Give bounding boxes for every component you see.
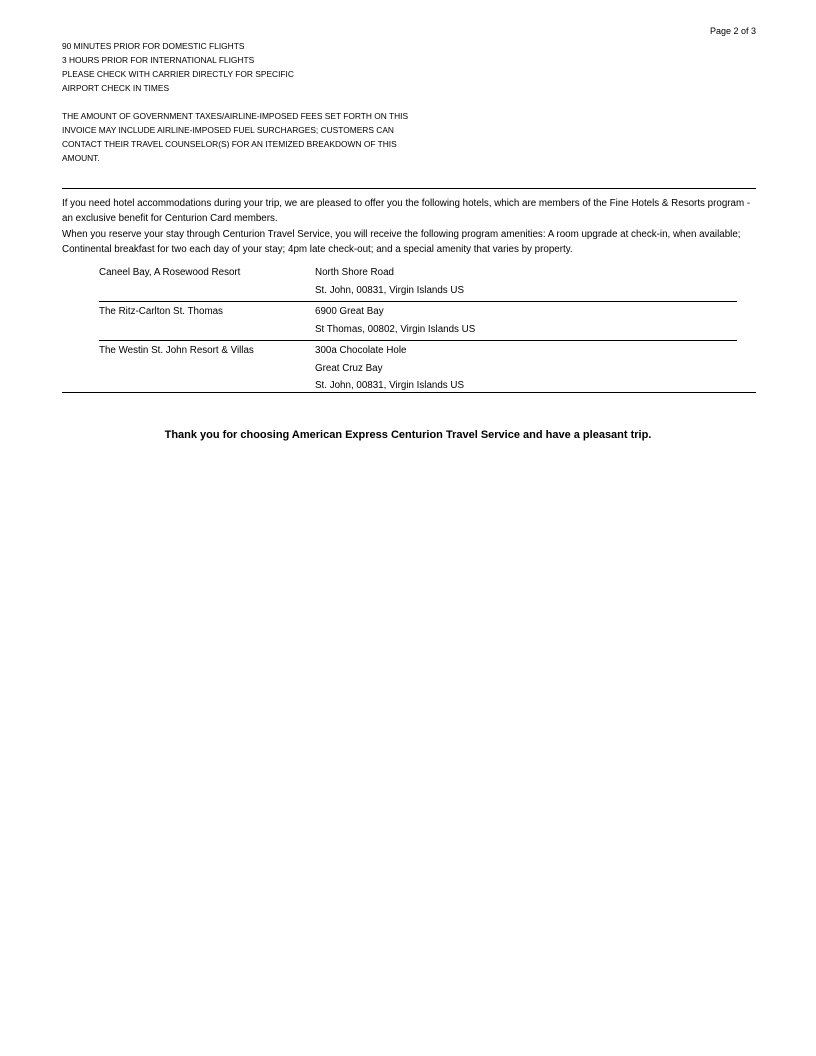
hotel-intro-paragraph: If you need hotel accommodations during your trip, we are pleased to offer you the following hotels, which are members of the Fine Hotels & Resorts program - an exclusive benefit for Centurion Card members. xyxy=(62,198,751,225)
notice-line: 3 HOURS PRIOR FOR INTERNATIONAL FLIGHTS xyxy=(62,55,255,65)
notice-line: AMOUNT. xyxy=(62,153,100,163)
section-divider-bottom xyxy=(62,392,756,393)
address-line: St. John, 00831, Virgin Islands US xyxy=(315,284,465,296)
address-line: St. John, 00831, Virgin Islands US xyxy=(315,380,465,391)
taxes-fees-notice xyxy=(62,109,482,165)
hotel-row xyxy=(99,263,737,302)
hotel-row xyxy=(99,341,737,397)
thank-you-message: Thank you for choosing American Express Centurion Travel Service and have a pleasant trip. xyxy=(164,429,652,441)
hotel-name: Caneel Bay, A Rosewood Resort xyxy=(99,267,241,278)
address-line: Great Cruz Bay xyxy=(315,362,383,374)
notice-line: THE AMOUNT OF GOVERNMENT TAXES/AIRLINE-IMPOSED FEES SET FORTH ON THIS xyxy=(62,111,409,121)
hotel-list xyxy=(99,263,737,397)
hotel-amenities-paragraph: When you reserve your stay through Centurion Travel Service, you will receive the following program amenities: A room upgrade at check-in, when available; Continental breakfast for two each day of your stay; 4pm late check-out; and a special amenity that varies by property. xyxy=(62,228,741,255)
hotel-address xyxy=(315,264,737,299)
address-line: St Thomas, 00802, Virgin Islands US xyxy=(315,323,476,335)
hotel-name: The Ritz-Carlton St. Thomas xyxy=(99,306,223,317)
hotel-intro xyxy=(62,196,756,257)
hotel-row xyxy=(99,302,737,341)
section-divider-top xyxy=(62,188,756,189)
checkin-times-notice xyxy=(62,39,482,95)
notice-line: AIRPORT CHECK IN TIMES xyxy=(62,83,170,93)
notice-line: INVOICE MAY INCLUDE AIRLINE-IMPOSED FUEL SURCHARGES; CUSTOMERS CAN xyxy=(62,125,394,135)
hotel-address xyxy=(315,342,737,395)
address-line: 6900 Great Bay xyxy=(315,306,384,317)
notice-line: CONTACT THEIR TRAVEL COUNSELOR(S) FOR AN ITEMIZED BREAKDOWN OF THIS xyxy=(62,139,397,149)
hotel-name: The Westin St. John Resort & Villas xyxy=(99,345,254,356)
address-line: North Shore Road xyxy=(315,267,394,278)
notice-line: PLEASE CHECK WITH CARRIER DIRECTLY FOR SPECIFIC xyxy=(62,69,294,79)
page-number: Page 2 of 3 xyxy=(709,26,756,36)
hotel-address xyxy=(315,303,737,338)
notice-line: 90 MINUTES PRIOR FOR DOMESTIC FLIGHTS xyxy=(62,41,245,51)
address-line: 300a Chocolate Hole xyxy=(315,345,407,356)
